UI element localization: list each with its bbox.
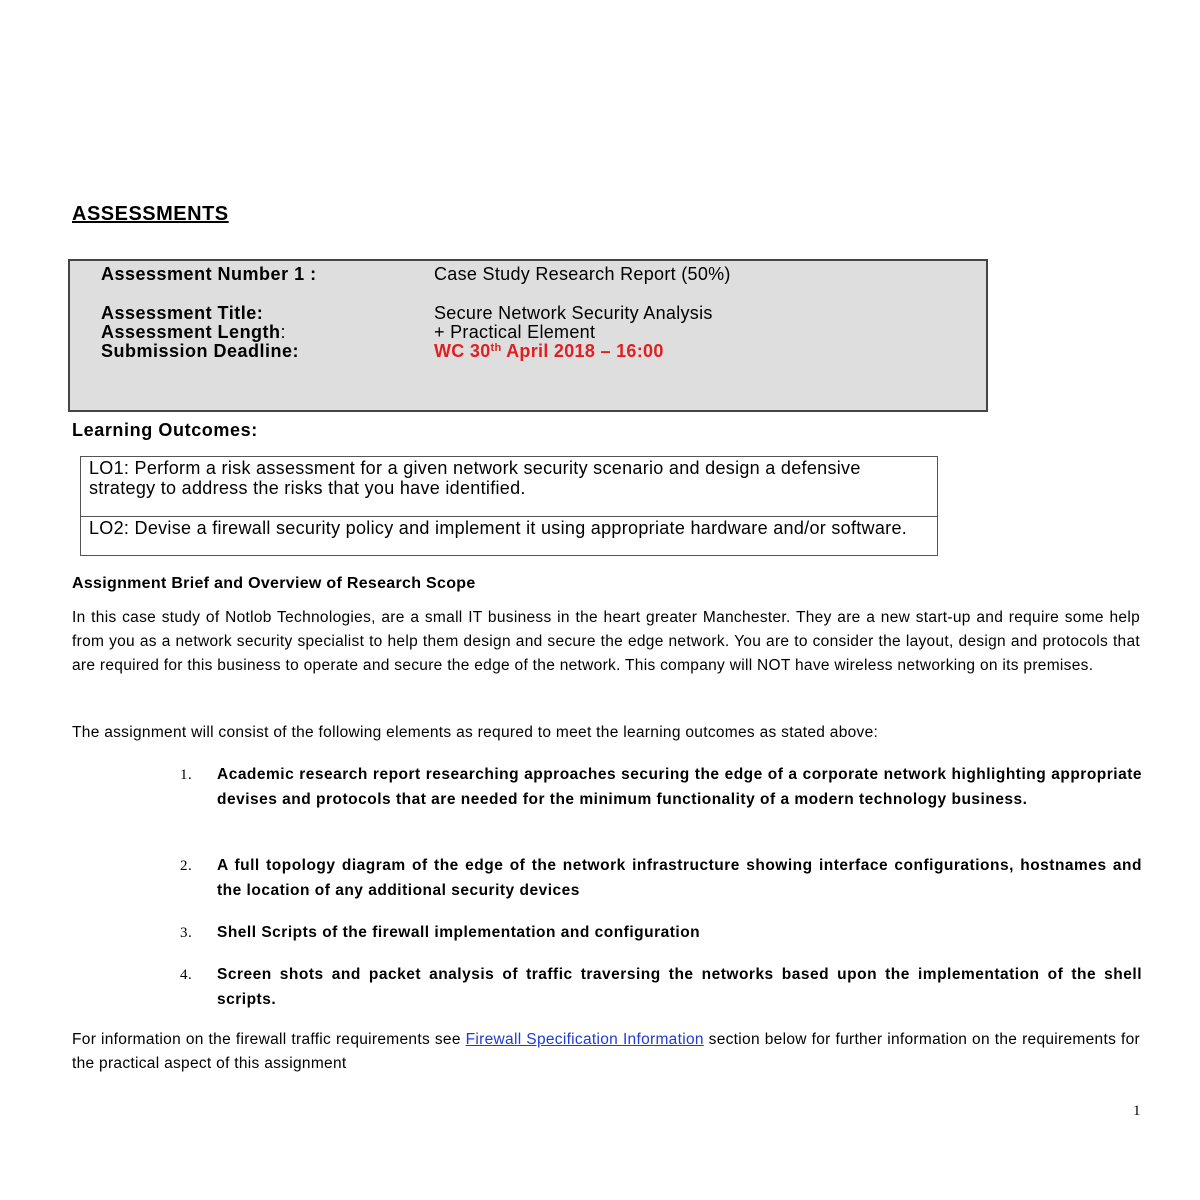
list-item-text: Shell Scripts of the firewall implementation and configuration <box>217 924 701 941</box>
page-number: 1 <box>1133 1103 1141 1119</box>
learning-outcome-lo2: LO2: Devise a firewall security policy and implement it using appropriate hardware and/or software. <box>81 516 937 555</box>
list-item <box>180 854 1142 903</box>
brief-paragraph-2: The assignment will consist of the following elements as requred to meet the learning outcomes as stated above: <box>72 724 879 741</box>
assessment-length-label: Assessment Length: <box>101 322 287 342</box>
assessment-number-label: Assessment Number 1 : <box>101 264 317 284</box>
list-item <box>180 963 1142 1012</box>
assessment-title-label: Assessment Title: <box>101 303 264 323</box>
list-item-text: A full topology diagram of the edge of the network infrastructure showing interface configurations, hostnames and the location of any additional security devices <box>217 857 1142 899</box>
submission-deadline-value: WC 30th April 2018 – 16:00 <box>434 341 664 361</box>
list-item-number: 1. <box>180 767 193 783</box>
list-item <box>180 921 1142 946</box>
assessment-info-box <box>68 259 988 412</box>
brief-paragraph-3: For information on the firewall traffic requirements see Firewall Specification Information section below for further information on the requirements for the practical aspect of this assignment <box>72 1031 1140 1073</box>
brief-heading: Assignment Brief and Overview of Research Scope <box>72 575 476 592</box>
assessment-length-value: + Practical Element <box>434 322 596 342</box>
page-heading: ASSESSMENTS <box>72 203 229 225</box>
list-item-number: 3. <box>180 925 193 941</box>
learning-outcomes-table <box>80 456 938 556</box>
brief-paragraph-1: In this case study of Notlob Technologies, are a small IT business in the heart greater Manchester. They are a new start-up and require some help from you as a network security specialist to help them design and secure the edge network. You are to consider the layout, design and protocols that are required for this business to operate and secure the edge of the network. This company will NOT have wireless networking on its premises. <box>72 609 1140 675</box>
assessment-title-value: Secure Network Security Analysis <box>434 303 713 323</box>
list-item-text: Screen shots and packet analysis of traffic traversing the networks based upon the implementation of the shell scripts. <box>217 966 1142 1008</box>
list-item <box>180 763 1142 812</box>
list-item-text: Academic research report researching approaches securing the edge of a corporate network highlighting appropriate devises and protocols that are needed for the minimum functionality of a modern technology business. <box>217 766 1142 808</box>
list-item-number: 4. <box>180 967 193 983</box>
learning-outcomes-heading: Learning Outcomes: <box>72 420 258 440</box>
learning-outcome-lo1: LO1: Perform a risk assessment for a given network security scenario and design a defensive strategy to address the risks that you have identified. <box>89 458 861 498</box>
firewall-spec-link[interactable]: Firewall Specification Information <box>465 1031 704 1048</box>
submission-deadline-label: Submission Deadline: <box>101 341 300 361</box>
list-item-number: 2. <box>180 858 193 874</box>
assessment-number-value: Case Study Research Report (50%) <box>434 264 731 284</box>
